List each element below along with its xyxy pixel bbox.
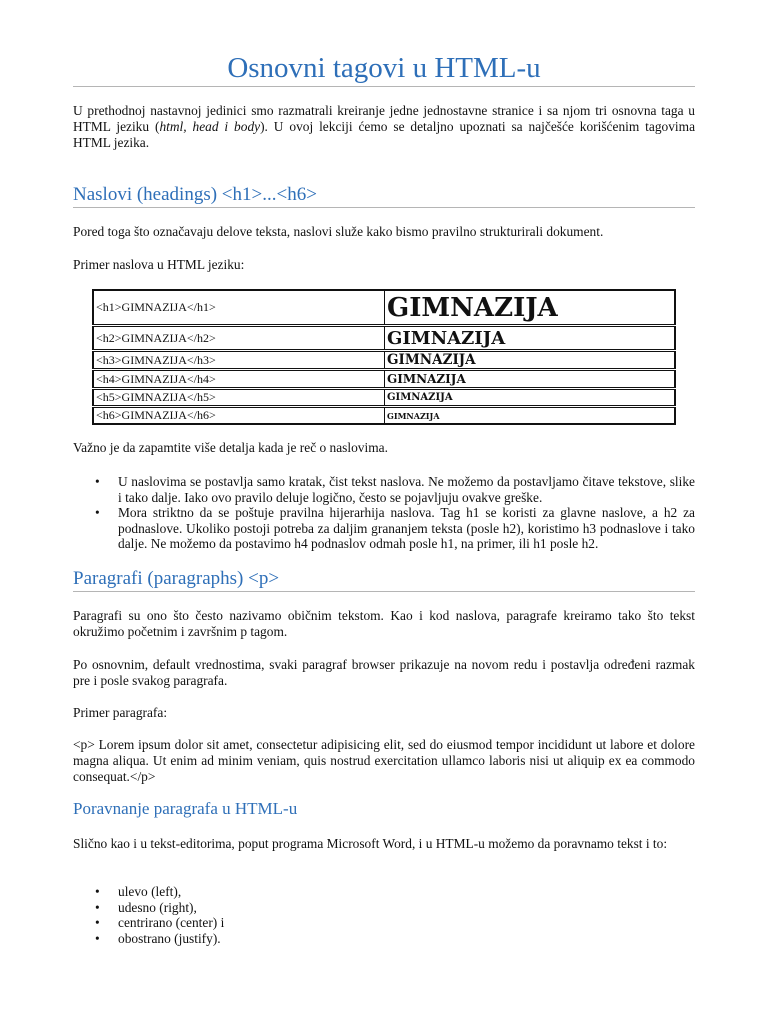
list-item [73,900,695,916]
list-item [73,931,695,947]
bullet-icon: • [95,884,100,899]
list-item-text: centrirano (center) i [118,915,225,930]
list-item [73,505,695,552]
page-title: Osnovni tagovi u HTML-u [227,52,541,84]
bullet-icon: • [95,930,100,946]
table-code-cell: <h4>GIMNAZIJA</h4> [93,370,385,389]
table-row [93,407,675,425]
headings-para-3: Važno je da zapamtite više detalja kada je reč o naslovima. [73,440,388,455]
headings-para-1: Pored toga što označavaju delove teksta, naslovi služe kako bismo pravilno strukturirali dokument. [73,224,604,239]
table-code-cell: <h3>GIMNAZIJA</h3> [93,351,385,370]
headings-example-table [92,289,676,425]
headings-bullet-list [73,474,695,552]
bullet-icon: • [95,899,100,915]
paragraphs-section-title: Paragrafi (paragraphs) <p> [73,568,280,589]
table-render-cell: GIMNAZIJA [385,389,676,407]
list-item-text: U naslovima se postavlja samo kratak, čist tekst naslova. Ne možemo da postavljamo čitave tekstove, slike i tako dalje. Iako ovo pravilo deluje logično, često se pojavljuju ovakve greške. [118,474,695,505]
table-render-cell: GIMNAZIJA [385,351,676,370]
table-code-cell: <h2>GIMNAZIJA</h2> [93,326,385,351]
headings-section-divider [73,207,695,208]
paragraphs-para-3: Primer paragrafa: [73,705,168,720]
intro-text-b: ). U ovoj lekciji ćemo se detaljno upoznati sa najčešće korišćenim tagovima HTML jezika. [73,119,696,150]
title-divider [73,86,695,87]
table-row [93,326,675,351]
paragraphs-section-divider [73,591,695,592]
paragraphs-para-1: Paragrafi su ono što često nazivamo običnim tekstom. Kao i kod naslova, paragrafe kreiramo tako što tekst okružimo početnim i završnim p tagom. [73,608,695,639]
intro-text-a: U prethodnoj nastavnoj jedinici smo razmatrali kreiranje jedne jednostavne stranice i sa njom tri osnovna taga u HTML jeziku ( [73,103,695,134]
headings-section-title: Naslovi (headings) <h1>...<h6> [73,184,317,205]
table-code-cell: <h6>GIMNAZIJA</h6> [93,407,385,425]
table-render-cell: GIMNAZIJA [385,290,676,326]
table-code-cell: <h5>GIMNAZIJA</h5> [93,389,385,407]
list-item [73,915,695,931]
alignment-para-1: Slično kao i u tekst-editorima, poput programa Microsoft Word, i u HTML-u možemo da poravnamo tekst i to: [73,836,668,851]
table-row [93,351,675,370]
list-item-text: udesno (right), [118,899,197,915]
intro-paragraph [73,103,695,151]
table-row [93,370,675,389]
list-item-text: obostrano (justify). [118,930,221,946]
paragraphs-para-2: Po osnovnim, default vrednostima, svaki paragraf browser prikazuje na novom redu i postavlja određeni razmak pre i posle svakog paragrafa. [73,657,695,688]
table-render-cell: GIMNAZIJA [385,370,676,389]
list-item-text: ulevo (left), [118,884,182,899]
bullet-icon: • [95,474,100,489]
bullet-icon: • [95,915,100,930]
table-render-cell: GIMNAZIJA [385,407,676,425]
list-item [73,474,695,505]
table-row [93,290,675,326]
paragraph-example: <p> Lorem ipsum dolor sit amet, consectetur adipisicing elit, sed do eiusmod tempor incididunt ut labore et dolore magna aliqua. Ut enim ad minim veniam, quis nostrud exercitation ullamco laboris nisi ut aliquip ex ea commodo consequat.</p> [73,737,695,784]
intro-italic: html, head i body [159,119,261,134]
table-row [93,389,675,407]
list-item-text: Mora striktno da se poštuje pravilna hijerarhija naslova. Tag h1 se koristi za glavne naslove, a h2 za podnaslove. Ukoliko postoji potreba za daljim grananjem teksta (posle h2), koristimo h3 podnaslove i tako dalje. Ne možemo da postavimo h4 podnaslov odmah posle h1, na primer, ili h1 posle h2. [118,505,695,551]
bullet-icon: • [95,505,100,520]
list-item [73,884,695,900]
headings-para-2: Primer naslova u HTML jeziku: [73,257,245,272]
alignment-bullet-list [73,884,695,946]
table-render-cell: GIMNAZIJA [385,326,676,351]
table-code-cell: <h1>GIMNAZIJA</h1> [93,290,385,326]
alignment-section-title: Poravnanje paragrafa u HTML-u [73,799,298,818]
